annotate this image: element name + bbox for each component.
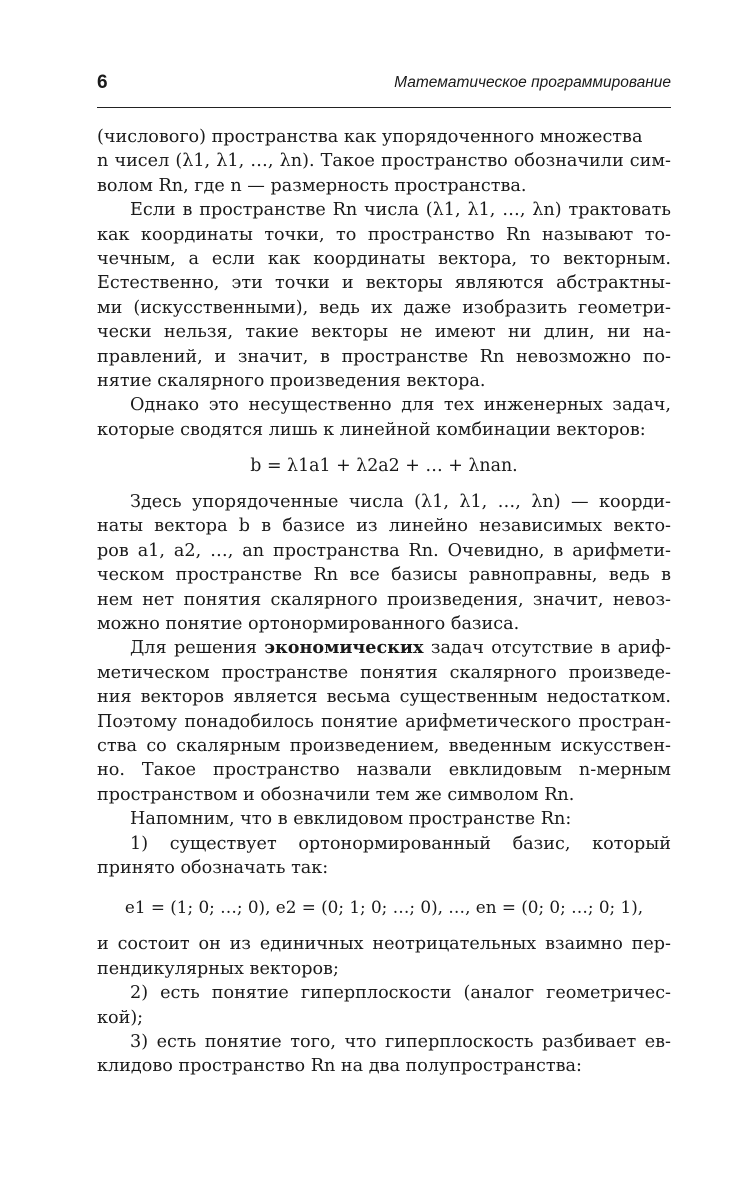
text-line: Для решения экономических задач отсутствие в ариф- (130, 637, 671, 659)
text-line: нем нет понятия скалярного произведения, значит, невоз- (97, 589, 671, 610)
page-header (97, 72, 671, 100)
text-line: клидово пространство Rn на два полупространства: (97, 1056, 582, 1077)
text-line: нятие скалярного произведения вектора. (97, 370, 486, 391)
text-line: Если в пространстве Rn числа (λ1, λ1, …, λn) трактовать (130, 200, 671, 221)
text-line: Поэтому понадобилось понятие арифметического простран- (97, 711, 671, 732)
text-line: волом Rn, где n — размерность пространства. (97, 175, 527, 196)
text-line: как координаты точки, то пространство Rn называют то- (97, 224, 671, 245)
text-line: ров a1, a2, …, an пространства Rn. Очевидно, в арифмети- (97, 540, 671, 561)
text-line: чечным, а если как координаты вектора, то векторным. (97, 248, 671, 269)
text-line: пространством и обозначили тем же символом Rn. (97, 784, 575, 805)
text-line: метическом пространстве понятия скалярного произведе- (97, 662, 671, 683)
text-line: наты вектора b в базисе из линейно независимых векто- (97, 516, 671, 537)
text-line: 3) есть понятие того, что гиперплоскость разбивает ев- (130, 1031, 671, 1052)
body-text (97, 125, 671, 1079)
text-line: 2) есть понятие гиперплоскости (аналог геометричес- (130, 983, 671, 1004)
text-line: можно понятие ортонормированного базиса. (97, 614, 520, 635)
text-line: принято обозначать так: (97, 857, 329, 878)
page-number: 6 (97, 72, 108, 93)
text-line: ства со скалярным произведением, введенным искусствен- (97, 735, 671, 756)
text-line: ческом пространстве Rn все базисы равноправны, ведь в (97, 565, 671, 586)
text-line: ми (искусственными), ведь их даже изобразить геометри- (97, 297, 671, 318)
text-line: (числового) пространства как упорядоченного множества (97, 127, 643, 147)
text-line: Естественно, эти точки и векторы являются абстрактны- (97, 273, 671, 294)
text-line: Напомним, что в евклидовом пространстве Rn: (130, 809, 572, 830)
text-line: 1) существует ортонормированный базис, который (130, 833, 671, 854)
text-line: и состоит он из единичных неотрицательных взаимно пер- (97, 934, 671, 955)
text-line: Здесь упорядоченные числа (λ1, λ1, …, λn) — коорди- (130, 492, 671, 513)
text-line: ния векторов является весьма существенным недостатком. (97, 687, 671, 708)
text-line: но. Такое пространство назвали евклидовым n-мерным (97, 760, 671, 781)
text-line: кой); (97, 1007, 144, 1028)
text-line: чески нельзя, такие векторы не имеют ни длин, ни на- (97, 322, 671, 343)
text-line: n чисел (λ1, λ1, …, λn). Такое пространство обозначили сим- (97, 151, 671, 172)
text-line: пендикулярных векторов; (97, 958, 339, 979)
text-line: Однако это несущественно для тех инженерных задач, (130, 395, 671, 416)
text-line: которые сводятся лишь к линейной комбинации векторов: (97, 419, 646, 440)
text-line: правлений, и значит, в пространстве Rn невозможно по- (97, 346, 671, 367)
header-rule (97, 107, 671, 108)
running-title: Математическое программирование (394, 74, 671, 91)
formula-linear-combination: b = λ1a1 + λ2a2 + … + λnan. (250, 456, 518, 477)
formula-basis: e1 = (1; 0; …; 0), e2 = (0; 1; 0; …; 0), …, en = (0; 0; …; 0; 1), (124, 897, 644, 918)
